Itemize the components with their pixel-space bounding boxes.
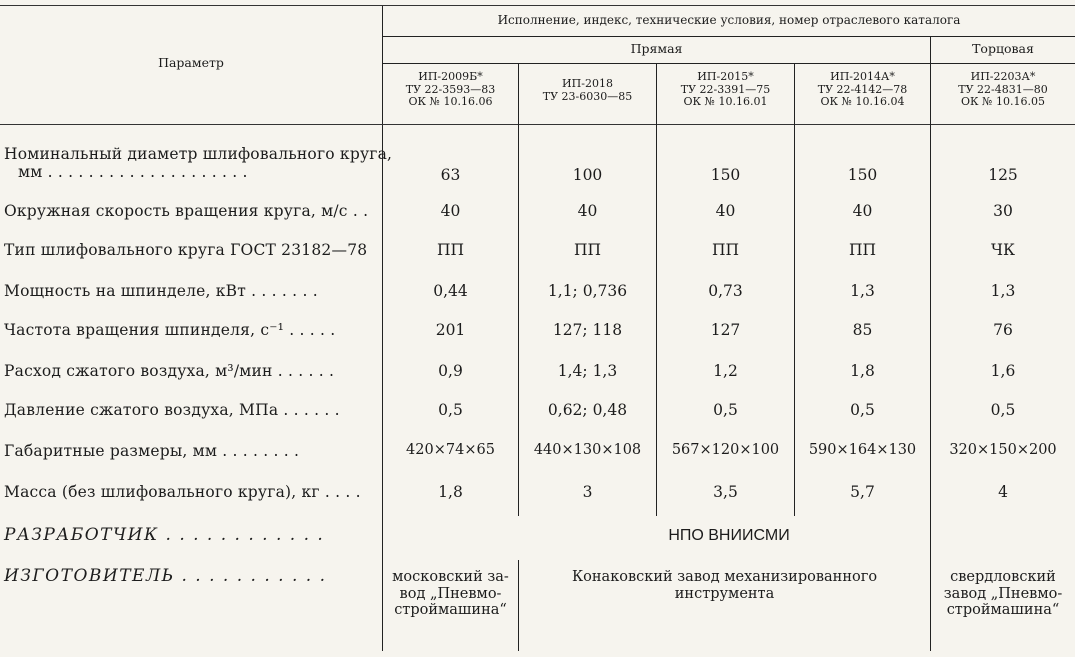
manufacturer-col1: московский за- вод „Пневмо- строймашина“ — [392, 569, 509, 619]
param-wheel-type: Тип шлифовального круга ГОСТ 23182—78 — [4, 241, 368, 259]
cell-r0-c3: 150 — [710, 166, 741, 184]
cell-r1-c4: 40 — [852, 202, 873, 220]
param-overall-dimensions: Габаритные размеры, мм . . . . . . . . — [4, 442, 300, 460]
cell-r1-c2: 40 — [577, 202, 598, 220]
cell-r5-c4: 1,8 — [850, 362, 875, 380]
param-header: Параметр — [158, 55, 224, 70]
top-rule — [0, 5, 1075, 6]
group-rule — [383, 63, 1075, 64]
group-face-header: Торцовая — [972, 41, 1034, 56]
cell-r4-c4: 85 — [852, 321, 873, 339]
cell-r3-c3: 0,73 — [708, 282, 743, 300]
developer-label: РАЗРАБОТЧИК . . . . . . . . . . . . — [4, 525, 325, 545]
cell-r6-c4: 0,5 — [850, 401, 875, 419]
caption-rule — [383, 36, 1075, 37]
cell-r6-c5: 0,5 — [990, 401, 1016, 419]
cell-r2-c1: ПП — [436, 241, 465, 259]
developer-value: НПО ВНИИСМИ — [668, 527, 790, 544]
cell-r6-c2: 0,62; 0,48 — [547, 401, 628, 419]
param-air-consumption: Расход сжатого воздуха, м³/мин . . . . . . — [4, 362, 335, 380]
cell-r8-c4: 5,7 — [850, 483, 875, 501]
cell-r5-c1: 0,9 — [438, 362, 463, 380]
header-bottom-rule — [0, 124, 1075, 125]
cell-r8-c5: 4 — [998, 483, 1008, 501]
cell-r0-c5: 125 — [988, 166, 1018, 184]
cell-r7-c4: 590×164×130 — [808, 442, 917, 458]
group-straight-header: Прямая — [630, 41, 683, 56]
cell-r5-c2: 1,4; 1,3 — [557, 362, 618, 380]
cell-r2-c4: ПП — [848, 241, 877, 259]
cell-r8-c3: 3,5 — [713, 483, 738, 501]
cell-r0-c1: 63 — [440, 166, 461, 184]
cell-r8-c1: 1,8 — [438, 483, 463, 501]
param-nominal-diameter: Номинальный диаметр шлифовального круга, мм . . . . . . . . . . . . . . . . . . . . — [4, 145, 393, 181]
model-header-5: ИП-2203А* ТУ 22-4831—80 ОК № 10.16.05 — [958, 70, 1048, 109]
model-header-1: ИП-2009Б* ТУ 22-3593—83 ОК № 10.16.06 — [405, 70, 496, 109]
cell-r1-c3: 40 — [715, 202, 736, 220]
cell-r5-c5: 1,6 — [990, 362, 1016, 380]
cell-r1-c1: 40 — [440, 202, 461, 220]
param-air-pressure: Давление сжатого воздуха, МПа . . . . . . — [4, 401, 340, 419]
cell-r7-c5: 320×150×200 — [949, 442, 1057, 458]
cell-r7-c1: 420×74×65 — [406, 442, 495, 458]
cell-r6-c3: 0,5 — [713, 401, 738, 419]
cell-r3-c1: 0,44 — [433, 282, 468, 300]
top-caption: Исполнение, индекс, технические условия, номер отраслевого каталога — [497, 13, 961, 27]
model-header-3: ИП-2015* ТУ 22-3391—75 ОК № 10.16.01 — [680, 70, 771, 109]
cell-r7-c2: 440×130×108 — [533, 442, 642, 458]
param-spindle-speed: Частота вращения шпинделя, с⁻¹ . . . . . — [4, 321, 336, 339]
model-header-2: ИП-2018 ТУ 23-6030—85 — [542, 77, 633, 103]
cell-r5-c3: 1,2 — [713, 362, 738, 380]
model-header-4: ИП-2014А* ТУ 22-4142—78 ОК № 10.16.04 — [817, 70, 908, 109]
cell-r0-c4: 150 — [847, 166, 878, 184]
cell-r2-c3: ПП — [711, 241, 740, 259]
cell-r3-c4: 1,3 — [850, 282, 875, 300]
cell-r7-c3: 567×120×100 — [671, 442, 780, 458]
param-spindle-power: Мощность на шпинделе, кВт . . . . . . . — [4, 282, 318, 300]
param-peripheral-speed: Окружная скорость вращения круга, м/с . . — [4, 202, 369, 220]
cell-r3-c2: 1,1; 0,736 — [547, 282, 628, 300]
manufacturer-middle: Конаковский завод механизированного инструмента — [571, 569, 878, 602]
cell-r4-c5: 76 — [993, 321, 1013, 339]
cell-r0-c2: 100 — [572, 166, 603, 184]
manufacturer-label: ИЗГОТОВИТЕЛЬ . . . . . . . . . . . — [4, 566, 327, 586]
cell-r2-c2: ПП — [573, 241, 602, 259]
group-divider — [930, 37, 931, 651]
param-mass: Масса (без шлифовального круга), кг . . . . — [4, 483, 361, 501]
cell-r2-c5: ЧК — [991, 241, 1015, 259]
cell-r8-c2: 3 — [582, 483, 593, 501]
cell-r6-c1: 0,5 — [438, 401, 463, 419]
cell-r4-c3: 127 — [710, 321, 741, 339]
cell-r4-c2: 127; 118 — [552, 321, 623, 339]
cell-r1-c5: 30 — [993, 202, 1013, 220]
cell-r4-c1: 201 — [435, 321, 466, 339]
cell-r3-c5: 1,3 — [990, 282, 1016, 300]
manufacturer-col5: свердловский завод „Пневмо- строймашина“ — [943, 569, 1063, 619]
